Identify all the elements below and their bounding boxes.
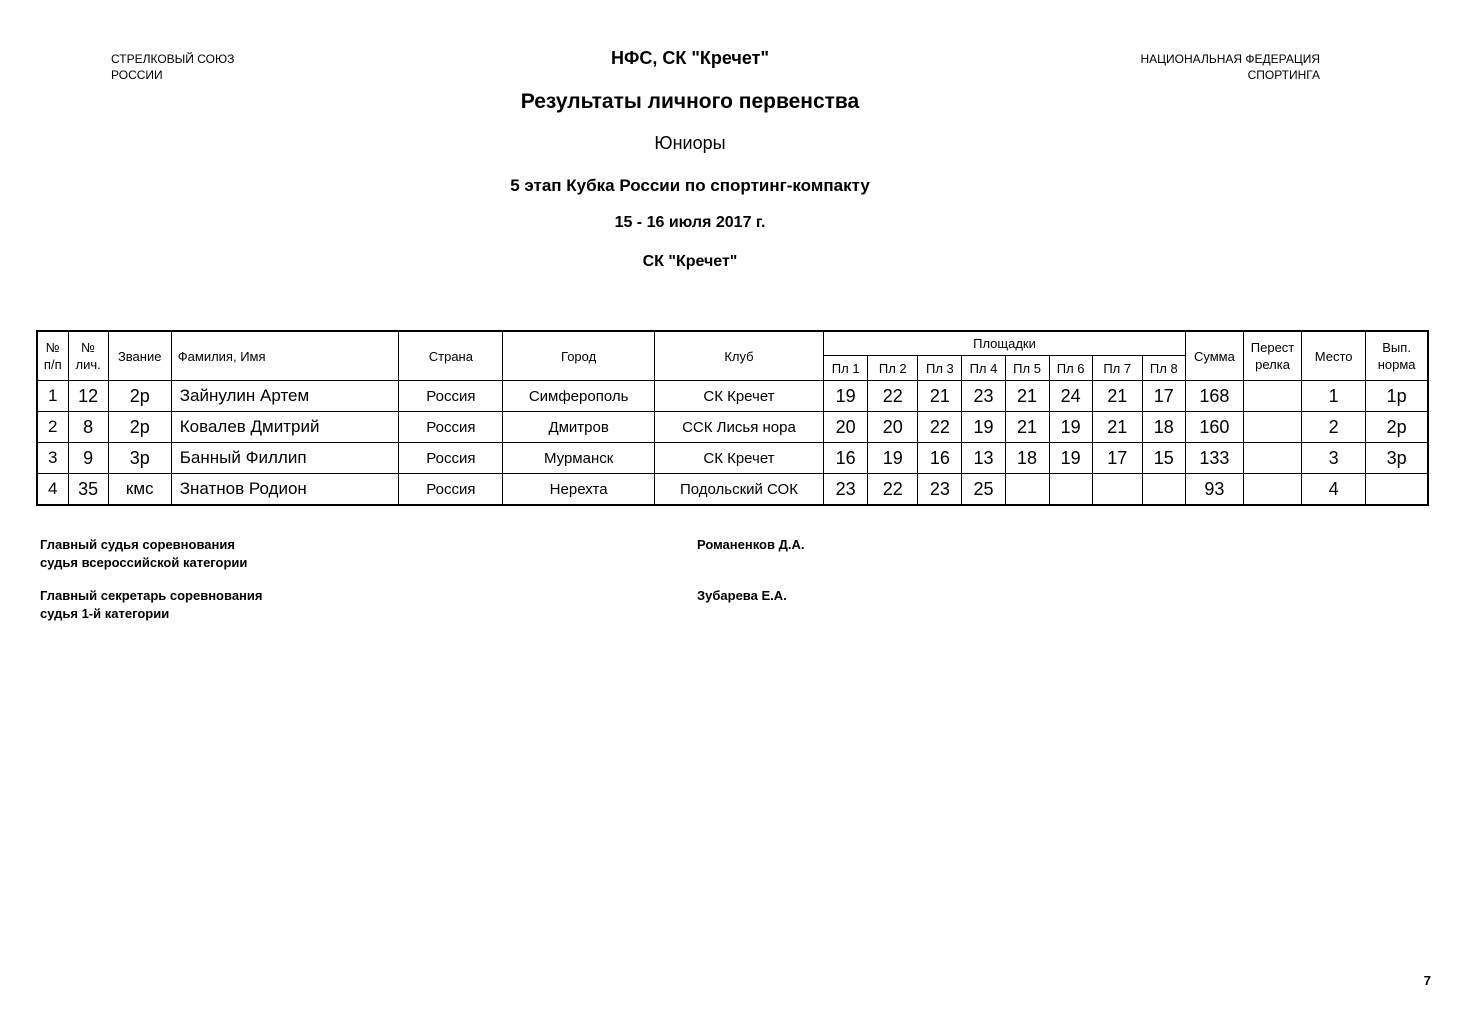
col-ground-4-header: Пл 4 bbox=[962, 356, 1005, 381]
cell-name: Зайнулин Артем bbox=[171, 381, 398, 412]
cell-city: Нерехта bbox=[503, 474, 654, 506]
cell-ground-7: 17 bbox=[1092, 443, 1142, 474]
cell-license: 9 bbox=[68, 443, 108, 474]
col-grounds-header: Площадки bbox=[824, 331, 1186, 356]
col-ground-7-header: Пл 7 bbox=[1092, 356, 1142, 381]
cell-number: 2 bbox=[37, 412, 68, 443]
cell-norm bbox=[1366, 474, 1428, 506]
event-name: 5 этап Кубка России по спортинг-компакту bbox=[510, 176, 870, 195]
col-ground-5-header: Пл 5 bbox=[1005, 356, 1049, 381]
cell-name: Банный Филлип bbox=[171, 443, 398, 474]
chief-judge-line1: Главный судья соревнования bbox=[40, 537, 235, 552]
cell-ground-4: 13 bbox=[962, 443, 1005, 474]
cell-club: ССК Лисья нора bbox=[654, 412, 823, 443]
cell-shootoff bbox=[1243, 412, 1301, 443]
results-table bbox=[36, 330, 1429, 506]
category: Юниоры bbox=[654, 133, 726, 153]
chief-secretary-line2: судья 1-й категории bbox=[40, 606, 170, 621]
table-row bbox=[37, 412, 1428, 443]
col-number-header bbox=[37, 331, 68, 381]
cell-club: СК Кречет bbox=[654, 381, 823, 412]
cell-ground-7: 21 bbox=[1092, 381, 1142, 412]
cell-place: 1 bbox=[1302, 381, 1366, 412]
cell-rank: кмс bbox=[108, 474, 171, 506]
cell-club: Подольский СОК bbox=[654, 474, 823, 506]
document-title: Результаты личного первенства bbox=[520, 90, 860, 113]
cell-place: 2 bbox=[1302, 412, 1366, 443]
cell-name: Знатнов Родион bbox=[171, 474, 398, 506]
col-number-line2: п/п bbox=[43, 357, 62, 372]
table-row bbox=[37, 443, 1428, 474]
cell-ground-2: 22 bbox=[868, 381, 918, 412]
col-ground-3-header: Пл 3 bbox=[918, 356, 962, 381]
cell-rank: 2р bbox=[108, 412, 171, 443]
cell-ground-1: 20 bbox=[824, 412, 868, 443]
cell-ground-8 bbox=[1142, 474, 1185, 506]
cell-city: Мурманск bbox=[503, 443, 654, 474]
col-ground-6-header: Пл 6 bbox=[1049, 356, 1092, 381]
col-sum-header: Сумма bbox=[1185, 331, 1243, 381]
cell-ground-5: 21 bbox=[1005, 381, 1049, 412]
header-left-line1: СТРЕЛКОВЫЙ СОЮЗ bbox=[111, 52, 235, 66]
col-number-line1: № bbox=[45, 340, 60, 355]
cell-ground-3: 23 bbox=[918, 474, 962, 506]
cell-license: 8 bbox=[68, 412, 108, 443]
chief-judge-name: Романенков Д.А. bbox=[697, 537, 805, 552]
col-rank-header: Звание bbox=[108, 331, 171, 381]
cell-number: 3 bbox=[37, 443, 68, 474]
header-left-line2: РОССИИ bbox=[111, 68, 163, 82]
cell-license: 35 bbox=[68, 474, 108, 506]
cell-ground-7 bbox=[1092, 474, 1142, 506]
header-right-line1: НАЦИОНАЛЬНАЯ ФЕДЕРАЦИЯ bbox=[1140, 52, 1320, 66]
cell-ground-6: 19 bbox=[1049, 412, 1092, 443]
cell-sum: 160 bbox=[1185, 412, 1243, 443]
cell-country: Россия bbox=[399, 381, 503, 412]
chief-secretary-name: Зубарева Е.А. bbox=[697, 588, 787, 603]
cell-ground-1: 16 bbox=[824, 443, 868, 474]
cell-name: Ковалев Дмитрий bbox=[171, 412, 398, 443]
cell-country: Россия bbox=[399, 412, 503, 443]
cell-city: Дмитров bbox=[503, 412, 654, 443]
cell-ground-5: 18 bbox=[1005, 443, 1049, 474]
cell-ground-1: 19 bbox=[824, 381, 868, 412]
page-number: 7 bbox=[1423, 973, 1431, 988]
cell-city: Симферополь bbox=[503, 381, 654, 412]
cell-ground-2: 20 bbox=[868, 412, 918, 443]
col-norm-header: Вып. норма bbox=[1366, 331, 1428, 381]
cell-license: 12 bbox=[68, 381, 108, 412]
cell-ground-6: 19 bbox=[1049, 443, 1092, 474]
cell-ground-4: 23 bbox=[962, 381, 1005, 412]
col-ground-8-header: Пл 8 bbox=[1142, 356, 1185, 381]
cell-shootoff bbox=[1243, 474, 1301, 506]
cell-norm: 1р bbox=[1366, 381, 1428, 412]
cell-ground-7: 21 bbox=[1092, 412, 1142, 443]
col-ground-2-header: Пл 2 bbox=[868, 356, 918, 381]
cell-country: Россия bbox=[399, 443, 503, 474]
cell-ground-6 bbox=[1049, 474, 1092, 506]
table-row bbox=[37, 474, 1428, 506]
col-club-header: Клуб bbox=[654, 331, 823, 381]
col-city-header: Город bbox=[503, 331, 654, 381]
col-name-header: Фамилия, Имя bbox=[171, 331, 398, 381]
chief-judge-line2: судья всероссийской категории bbox=[40, 555, 248, 570]
cell-ground-8: 18 bbox=[1142, 412, 1185, 443]
col-ground-1-header: Пл 1 bbox=[824, 356, 868, 381]
table-row bbox=[37, 381, 1428, 412]
event-venue: СК "Кречет" bbox=[642, 253, 738, 270]
cell-ground-6: 24 bbox=[1049, 381, 1092, 412]
cell-ground-5: 21 bbox=[1005, 412, 1049, 443]
cell-ground-3: 21 bbox=[918, 381, 962, 412]
cell-place: 3 bbox=[1302, 443, 1366, 474]
cell-ground-4: 25 bbox=[962, 474, 1005, 506]
chief-judge-title bbox=[40, 536, 247, 572]
cell-number: 1 bbox=[37, 381, 68, 412]
cell-ground-2: 22 bbox=[868, 474, 918, 506]
cell-ground-8: 15 bbox=[1142, 443, 1185, 474]
header-right-line2: СПОРТИНГА bbox=[1247, 68, 1320, 82]
header-right bbox=[1141, 51, 1321, 83]
col-license-line2: лич. bbox=[75, 357, 101, 372]
col-shootoff-header: Перестрелка bbox=[1243, 331, 1301, 381]
cell-rank: 2р bbox=[108, 381, 171, 412]
cell-country: Россия bbox=[399, 474, 503, 506]
cell-ground-4: 19 bbox=[962, 412, 1005, 443]
cell-shootoff bbox=[1243, 443, 1301, 474]
cell-number: 4 bbox=[37, 474, 68, 506]
col-license-header bbox=[68, 331, 108, 381]
cell-ground-3: 22 bbox=[918, 412, 962, 443]
chief-secretary-title bbox=[40, 587, 262, 623]
cell-shootoff bbox=[1243, 381, 1301, 412]
event-dates: 15 - 16 июля 2017 г. bbox=[614, 214, 766, 231]
cell-place: 4 bbox=[1302, 474, 1366, 506]
cell-sum: 93 bbox=[1185, 474, 1243, 506]
chief-secretary-line1: Главный секретарь соревнования bbox=[40, 588, 263, 603]
cell-sum: 133 bbox=[1185, 443, 1243, 474]
cell-ground-1: 23 bbox=[824, 474, 868, 506]
cell-ground-3: 16 bbox=[918, 443, 962, 474]
cell-rank: 3р bbox=[108, 443, 171, 474]
cell-ground-5 bbox=[1005, 474, 1049, 506]
col-license-line1: № bbox=[81, 340, 96, 355]
cell-norm: 3р bbox=[1366, 443, 1428, 474]
cell-norm: 2р bbox=[1366, 412, 1428, 443]
cell-sum: 168 bbox=[1185, 381, 1243, 412]
cell-club: СК Кречет bbox=[654, 443, 823, 474]
header-organizer: НФС, СК "Кречет" bbox=[610, 48, 769, 68]
cell-ground-2: 19 bbox=[868, 443, 918, 474]
col-country-header: Страна bbox=[399, 331, 503, 381]
col-place-header: Место bbox=[1302, 331, 1366, 381]
cell-ground-8: 17 bbox=[1142, 381, 1185, 412]
